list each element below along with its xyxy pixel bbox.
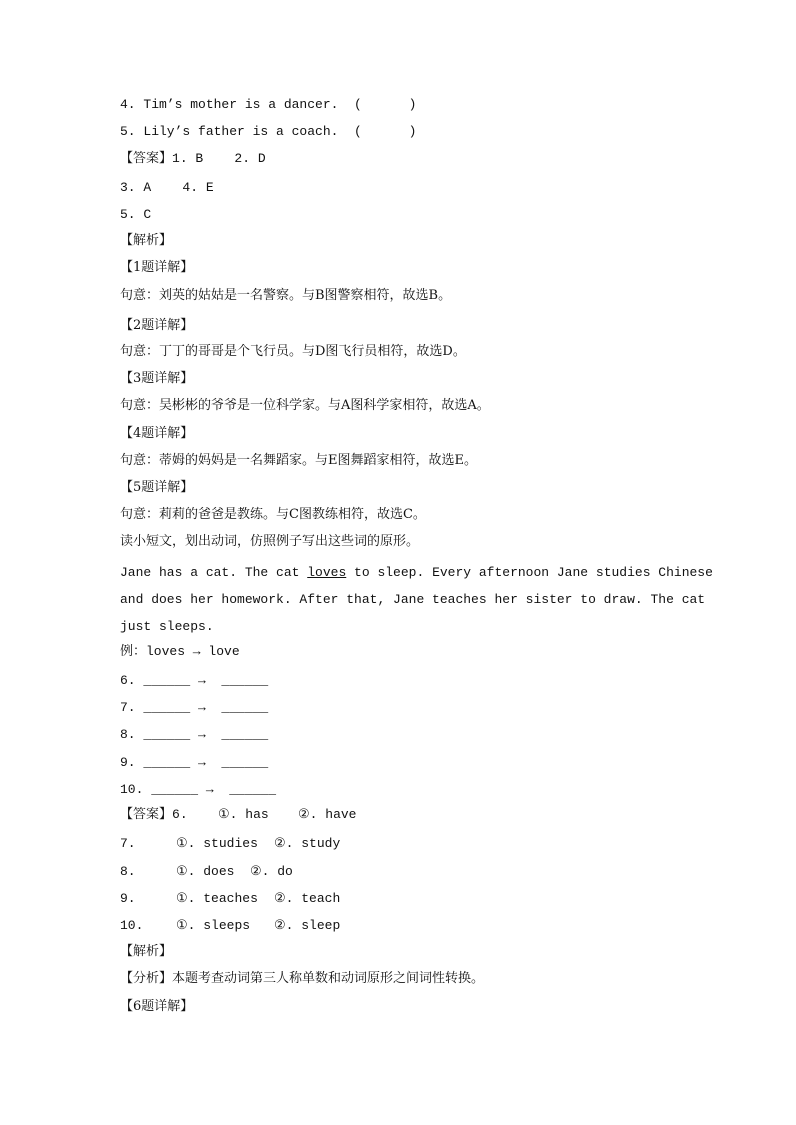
answer-option-a: ①. teaches	[176, 891, 258, 906]
detail-2-title: 【2题详解】	[120, 318, 194, 333]
detail-4-title: 【4题详解】	[120, 426, 194, 441]
answer-row-6	[120, 807, 356, 823]
answer-line-3: 5. C	[120, 207, 152, 222]
answer-option-b: ②. do	[250, 864, 293, 879]
blank-6: 6. ______ → ______	[120, 673, 269, 688]
answer-option-b: ②. teach	[274, 891, 341, 906]
passage-line-3: just sleeps.	[120, 619, 214, 634]
answer-option-a: ①. has	[218, 807, 269, 822]
answer-option-b: ②. have	[298, 807, 357, 822]
task-instruction: 读小短文，划出动词，仿照例子写出这些词的原形。	[120, 534, 420, 549]
answer-option-b: ②. study	[274, 836, 341, 851]
analysis-heading: 【解析】	[120, 233, 173, 248]
answer-option-a: ①. studies	[176, 836, 258, 851]
answer-line-1: 1. B 2. D	[172, 151, 266, 166]
answer-num: 7.	[120, 836, 136, 851]
answer-row-10	[120, 918, 340, 934]
detail-1-text: 句意：刘英的姑姑是一名警察。与B图警察相符，故选B。	[120, 288, 452, 303]
answer-option-b: ②. sleep	[274, 918, 341, 933]
blank-10: 10. ______ → ______	[120, 782, 277, 797]
passage-text: to sleep. Every afternoon Jane studies Chinese	[346, 565, 713, 580]
answer-num: 10.	[120, 918, 144, 933]
detail-3-title: 【3题详解】	[120, 371, 194, 386]
answer-row-7	[120, 836, 340, 852]
answer-num: 9.	[120, 891, 136, 906]
answer-row-8	[120, 864, 293, 880]
answer-label: 【答案】	[120, 807, 173, 822]
detail-2-text: 句意：丁丁的哥哥是个飞行员。与D图飞行员相符，故选D。	[120, 344, 466, 359]
passage-text: Jane has a cat. The cat	[120, 565, 308, 580]
blank-7: 7. ______ → ______	[120, 700, 269, 715]
underlined-verb: loves	[307, 565, 347, 580]
answer-line-2: 3. A 4. E	[120, 180, 214, 195]
question-5: 5. Lily’s father is a coach. ( )	[120, 124, 417, 139]
blank-8: 8. ______ → ______	[120, 727, 269, 742]
answer-option-a: ①. does	[176, 864, 235, 879]
answer-row-9	[120, 891, 340, 907]
passage-line-1	[120, 565, 713, 581]
example-line: 例：loves → love	[120, 644, 240, 659]
answer-label: 【答案】	[120, 151, 173, 166]
passage-line-2: and does her homework. After that, Jane teaches her sister to draw. The cat	[120, 592, 706, 607]
analysis-heading-2: 【解析】	[120, 944, 173, 959]
analysis-summary: 【分析】本题考查动词第三人称单数和动词原形之间词性转换。	[120, 971, 485, 986]
answer-num: 8.	[120, 864, 136, 879]
answer-block-1	[120, 151, 266, 167]
answer-num: 6.	[172, 807, 188, 822]
blank-9: 9. ______ → ______	[120, 755, 269, 770]
detail-4-text: 句意：蒂姆的妈妈是一名舞蹈家。与E图舞蹈家相符，故选E。	[120, 453, 477, 468]
detail-5-title: 【5题详解】	[120, 480, 194, 495]
question-4: 4. Tim’s mother is a dancer. ( )	[120, 97, 417, 112]
detail-3-text: 句意：吴彬彬的爷爷是一位科学家。与A图科学家相符，故选A。	[120, 398, 490, 413]
answer-option-a: ①. sleeps	[176, 918, 251, 933]
detail-6-title: 【6题详解】	[120, 999, 194, 1014]
detail-5-text: 句意：莉莉的爸爸是教练。与C图教练相符，故选C。	[120, 507, 426, 522]
detail-1-title: 【1题详解】	[120, 260, 194, 275]
